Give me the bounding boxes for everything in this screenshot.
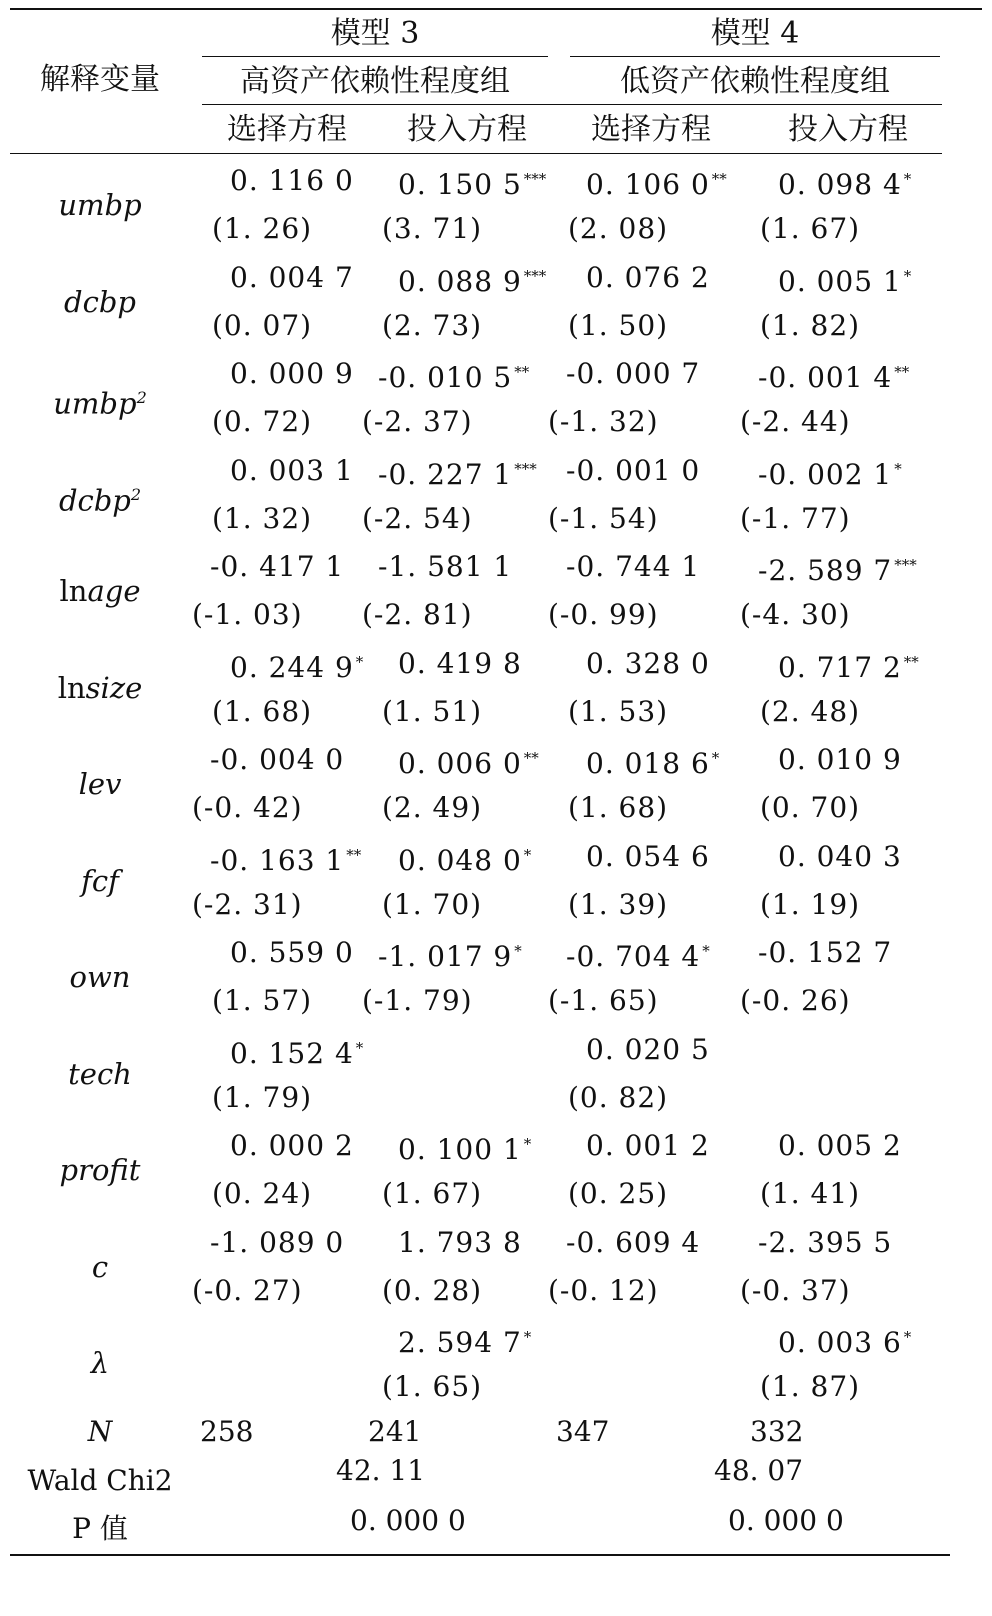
coef-value: 0. 010 9: [778, 743, 902, 776]
coef-value: 1. 793 8: [398, 1225, 522, 1259]
coef-cell: [586, 840, 710, 874]
t-stat-cell: (-2. 81): [362, 598, 473, 631]
coef-cell: [230, 357, 354, 391]
wald-model3: 42. 11: [336, 1454, 426, 1487]
row-variable-label: [10, 285, 190, 319]
coef-cell: [210, 1226, 344, 1260]
row-variable-label: [10, 864, 190, 898]
bottom-rule: [10, 1554, 950, 1556]
coef-cell: [566, 940, 710, 974]
significance-stars: **: [523, 749, 539, 767]
coef-cell: [778, 1129, 902, 1163]
significance-stars: ***: [523, 266, 547, 285]
t-stat-cell: (-1. 79): [362, 984, 473, 1017]
coef-cell: [586, 1033, 710, 1067]
coef-value: -0. 744 1: [566, 550, 701, 583]
coef-value: -2. 395 5: [758, 1225, 893, 1259]
t-stat-cell: (0. 28): [382, 1273, 483, 1307]
row-variable-label: [10, 478, 190, 518]
coef-cell: [398, 1326, 531, 1360]
coef-value: -0. 163 1: [210, 843, 345, 877]
var-name: dcbp: [64, 284, 136, 319]
t-stat-cell: (0. 25): [568, 1177, 669, 1210]
coef-value: 0. 088 9: [398, 264, 522, 298]
t-stat-cell: (2. 49): [382, 791, 483, 824]
coef-value: -0. 609 4: [566, 1225, 701, 1259]
coef-cell: [230, 454, 354, 488]
header-group3: 高资产依赖性程度组: [240, 64, 510, 99]
coef-cell: [778, 168, 911, 202]
t-stat-cell: (1. 87): [760, 1370, 861, 1403]
header-eq-invest-2: 投入方程: [788, 112, 908, 147]
coef-value: 0. 100 1: [398, 1133, 522, 1166]
coef-value: 0. 020 5: [586, 1032, 710, 1066]
p-model4: 0. 000 0: [728, 1504, 844, 1537]
coef-value: 0. 000 2: [230, 1129, 354, 1162]
row-variable-label: [10, 1153, 190, 1187]
coef-value: -1. 017 9: [378, 940, 513, 973]
coef-cell: [230, 936, 354, 970]
significance-stars: *: [894, 459, 902, 478]
header-eq-select-1: 选择方程: [227, 112, 347, 147]
coef-value: 0. 244 9: [230, 650, 354, 684]
significance-stars: *: [514, 942, 522, 960]
coef-value: 0. 048 0: [398, 843, 522, 877]
significance-stars: **: [346, 845, 362, 864]
t-stat-cell: (-0. 12): [548, 1273, 659, 1307]
header-eq-select-2: 选择方程: [591, 112, 711, 147]
coef-cell: [398, 265, 546, 299]
coef-cell: [758, 1226, 892, 1260]
t-stat-cell: (0. 72): [212, 405, 313, 438]
wald-model4: 48. 07: [714, 1454, 804, 1487]
t-stat-cell: (1. 70): [382, 887, 483, 921]
coef-cell: [758, 361, 909, 395]
t-stat-cell: (1. 19): [760, 887, 861, 921]
coef-cell: [378, 361, 529, 395]
t-stat-cell: (0. 82): [568, 1080, 669, 1114]
var-name: size: [85, 670, 143, 705]
header-model3: 模型 3: [330, 16, 420, 51]
significance-stars: **: [514, 363, 530, 381]
coef-cell: [378, 458, 537, 492]
coef-cell: [210, 844, 361, 878]
coef-cell: [778, 743, 902, 777]
coef-cell: [398, 647, 522, 681]
significance-stars: ***: [523, 170, 547, 188]
significance-stars: *: [903, 170, 912, 188]
significance-stars: *: [903, 1328, 912, 1346]
coef-cell: [378, 550, 512, 584]
var-prefix: ln: [59, 574, 88, 608]
t-stat-cell: (1. 51): [382, 694, 483, 728]
coef-cell: [778, 265, 911, 299]
coef-cell: [230, 651, 363, 685]
var-name: fcf: [81, 863, 119, 898]
coef-value: -0. 152 7: [758, 936, 893, 969]
coef-cell: [230, 261, 354, 295]
t-stat-cell: (1. 41): [760, 1177, 861, 1210]
var-name: lev: [78, 767, 122, 801]
t-stat-cell: (-0. 42): [192, 791, 303, 824]
coef-value: 0. 152 4: [230, 1036, 354, 1070]
t-stat-cell: (-2. 37): [362, 405, 473, 438]
t-stat-cell: (-0. 26): [740, 984, 851, 1017]
coef-cell: [778, 1326, 911, 1360]
header-var-label: 解释变量: [40, 62, 160, 97]
var-name: dcbp: [58, 483, 131, 518]
var-name: umbp: [58, 188, 142, 222]
t-stat-cell: (3. 71): [382, 212, 483, 245]
var-superscript: 2: [136, 388, 147, 407]
var-prefix: ln: [57, 670, 86, 705]
coef-value: -0. 704 4: [566, 940, 701, 973]
group-rule: [202, 104, 942, 105]
coef-value: 0. 106 0: [586, 168, 710, 201]
t-stat-cell: (1. 50): [568, 308, 669, 342]
p-model3: 0. 000 0: [350, 1504, 466, 1537]
t-stat-cell: (-4. 30): [740, 598, 851, 631]
t-stat-cell: (-1. 77): [740, 501, 851, 535]
coef-cell: [586, 261, 710, 295]
significance-stars: *: [523, 1328, 532, 1346]
significance-stars: *: [523, 1135, 532, 1153]
coef-value: 0. 717 2: [778, 650, 902, 684]
t-stat-cell: (1. 67): [382, 1177, 483, 1210]
t-stat-cell: (1. 68): [212, 694, 313, 728]
coef-value: 0. 001 2: [586, 1129, 710, 1162]
t-stat-cell: (1. 82): [760, 308, 861, 342]
coef-value: -0. 010 5: [378, 361, 513, 394]
coef-value: -0. 417 1: [210, 550, 345, 583]
var-name: profit: [59, 1153, 141, 1187]
coef-value: 0. 116 0: [230, 164, 354, 197]
model3-rule: [202, 56, 548, 57]
row-variable-label: [10, 671, 190, 705]
row-variable-label: [10, 1346, 190, 1380]
coef-value: 0. 098 4: [778, 168, 902, 201]
coef-value: -1. 089 0: [210, 1225, 345, 1259]
n-col1: 258: [200, 1415, 254, 1448]
t-stat-cell: (-1. 03): [192, 598, 303, 631]
coef-value: -0. 002 1: [758, 457, 893, 491]
row-variable-label: [10, 1250, 190, 1284]
coef-cell: [566, 357, 700, 391]
var-name: age: [87, 574, 141, 608]
coef-cell: [398, 844, 531, 878]
coef-value: 0. 003 6: [778, 1326, 902, 1359]
t-stat-cell: (1. 67): [760, 212, 861, 245]
coef-value: 0. 150 5: [398, 168, 522, 201]
coef-value: 0. 018 6: [586, 747, 710, 780]
t-stat-cell: (2. 48): [760, 694, 861, 728]
coef-value: 0. 005 2: [778, 1129, 902, 1162]
t-stat-cell: (1. 68): [568, 791, 669, 824]
coef-value: 0. 076 2: [586, 260, 710, 294]
var-name: c: [91, 1249, 109, 1284]
coef-value: -2. 589 7: [758, 554, 893, 587]
coef-cell: [566, 1226, 700, 1260]
t-stat-cell: (2. 73): [382, 308, 483, 342]
model4-rule: [570, 56, 940, 57]
wald-label: Wald Chi2: [27, 1464, 173, 1497]
coef-cell: [586, 747, 719, 781]
row-variable-label: [10, 960, 190, 994]
header-model4: 模型 4: [710, 16, 800, 51]
coef-cell: [566, 454, 700, 488]
row-variable-label: [10, 574, 190, 608]
coef-value: 0. 328 0: [586, 646, 710, 680]
significance-stars: *: [523, 845, 532, 864]
n-col2: 241: [368, 1415, 422, 1448]
significance-stars: *: [702, 942, 710, 960]
significance-stars: *: [355, 1038, 364, 1057]
coef-value: -0. 001 4: [758, 361, 893, 394]
coef-cell: [378, 940, 522, 974]
coef-value: 0. 004 7: [230, 260, 354, 294]
t-stat-cell: (-0. 27): [192, 1273, 303, 1307]
significance-stars: *: [711, 749, 720, 767]
header-group4: 低资产依赖性程度组: [620, 64, 890, 99]
coef-cell: [758, 554, 917, 588]
coef-value: -0. 001 0: [566, 453, 701, 487]
coef-value: 0. 559 0: [230, 936, 354, 969]
t-stat-cell: (1. 65): [382, 1370, 483, 1403]
coef-cell: [210, 550, 344, 584]
t-stat-cell: (-2. 31): [192, 887, 303, 921]
t-stat-cell: (1. 39): [568, 887, 669, 921]
coef-value: 0. 006 0: [398, 747, 522, 780]
t-stat-cell: (0. 24): [212, 1177, 313, 1210]
coef-cell: [586, 168, 727, 202]
t-stat-cell: (-0. 99): [548, 598, 659, 631]
significance-stars: *: [355, 652, 364, 671]
t-stat-cell: (0. 07): [212, 308, 313, 342]
var-superscript: 2: [130, 484, 142, 504]
n-label: N: [87, 1415, 113, 1448]
coef-cell: [230, 164, 354, 198]
row-variable-label: [10, 381, 190, 421]
coef-cell: [230, 1129, 354, 1163]
coef-value: -1. 581 1: [378, 550, 513, 583]
var-name: own: [69, 960, 131, 994]
coef-cell: [398, 1226, 522, 1260]
coef-value: 0. 040 3: [778, 839, 902, 873]
coef-value: 0. 000 9: [230, 357, 354, 390]
t-stat-cell: (1. 26): [212, 212, 313, 245]
significance-stars: **: [894, 363, 910, 381]
significance-stars: ***: [514, 459, 537, 478]
significance-stars: ***: [894, 556, 917, 574]
coef-cell: [758, 458, 902, 492]
row-variable-label: [10, 188, 190, 222]
coef-cell: [586, 1129, 710, 1163]
coef-cell: [210, 743, 344, 777]
t-stat-cell: (-1. 65): [548, 984, 659, 1017]
header-eq-invest-1: 投入方程: [407, 112, 527, 147]
t-stat-cell: (2. 08): [568, 212, 669, 245]
coef-cell: [398, 1133, 531, 1167]
row-variable-label: [10, 767, 190, 801]
var-name: umbp: [53, 386, 137, 421]
t-stat-cell: (1. 57): [212, 984, 313, 1017]
coef-value: -0. 000 7: [566, 357, 701, 390]
coef-value: 0. 419 8: [398, 646, 522, 680]
coef-cell: [566, 550, 700, 584]
t-stat-cell: (-2. 44): [740, 405, 851, 438]
t-stat-cell: (-1. 32): [548, 405, 659, 438]
significance-stars: *: [903, 266, 912, 285]
significance-stars: **: [711, 170, 727, 188]
coef-cell: [778, 840, 902, 874]
t-stat-cell: (1. 79): [212, 1080, 313, 1114]
header-bottom-rule: [10, 153, 942, 154]
t-stat-cell: (-0. 37): [740, 1273, 851, 1307]
coef-value: -0. 227 1: [378, 457, 513, 491]
coef-value: 0. 005 1: [778, 264, 902, 298]
t-stat-cell: (1. 32): [212, 501, 313, 535]
coef-cell: [398, 747, 539, 781]
t-stat-cell: (-2. 54): [362, 501, 473, 535]
coef-cell: [586, 647, 710, 681]
coef-value: -0. 004 0: [210, 743, 345, 776]
coef-cell: [230, 1037, 363, 1071]
coef-cell: [398, 168, 546, 202]
coef-cell: [778, 651, 919, 685]
top-rule: [10, 8, 982, 10]
p-label: P 值: [72, 1512, 128, 1545]
coef-value: 2. 594 7: [398, 1326, 522, 1359]
n-col4: 332: [750, 1415, 804, 1448]
var-name: λ: [90, 1346, 110, 1380]
t-stat-cell: (1. 53): [568, 694, 669, 728]
coef-value: 0. 054 6: [586, 839, 710, 873]
row-variable-label: [10, 1057, 190, 1091]
n-col3: 347: [556, 1415, 610, 1448]
coef-cell: [758, 936, 892, 970]
coef-value: 0. 003 1: [230, 453, 354, 487]
t-stat-cell: (-1. 54): [548, 501, 659, 535]
var-name: tech: [68, 1056, 132, 1091]
t-stat-cell: (0. 70): [760, 791, 861, 824]
significance-stars: **: [903, 652, 919, 671]
